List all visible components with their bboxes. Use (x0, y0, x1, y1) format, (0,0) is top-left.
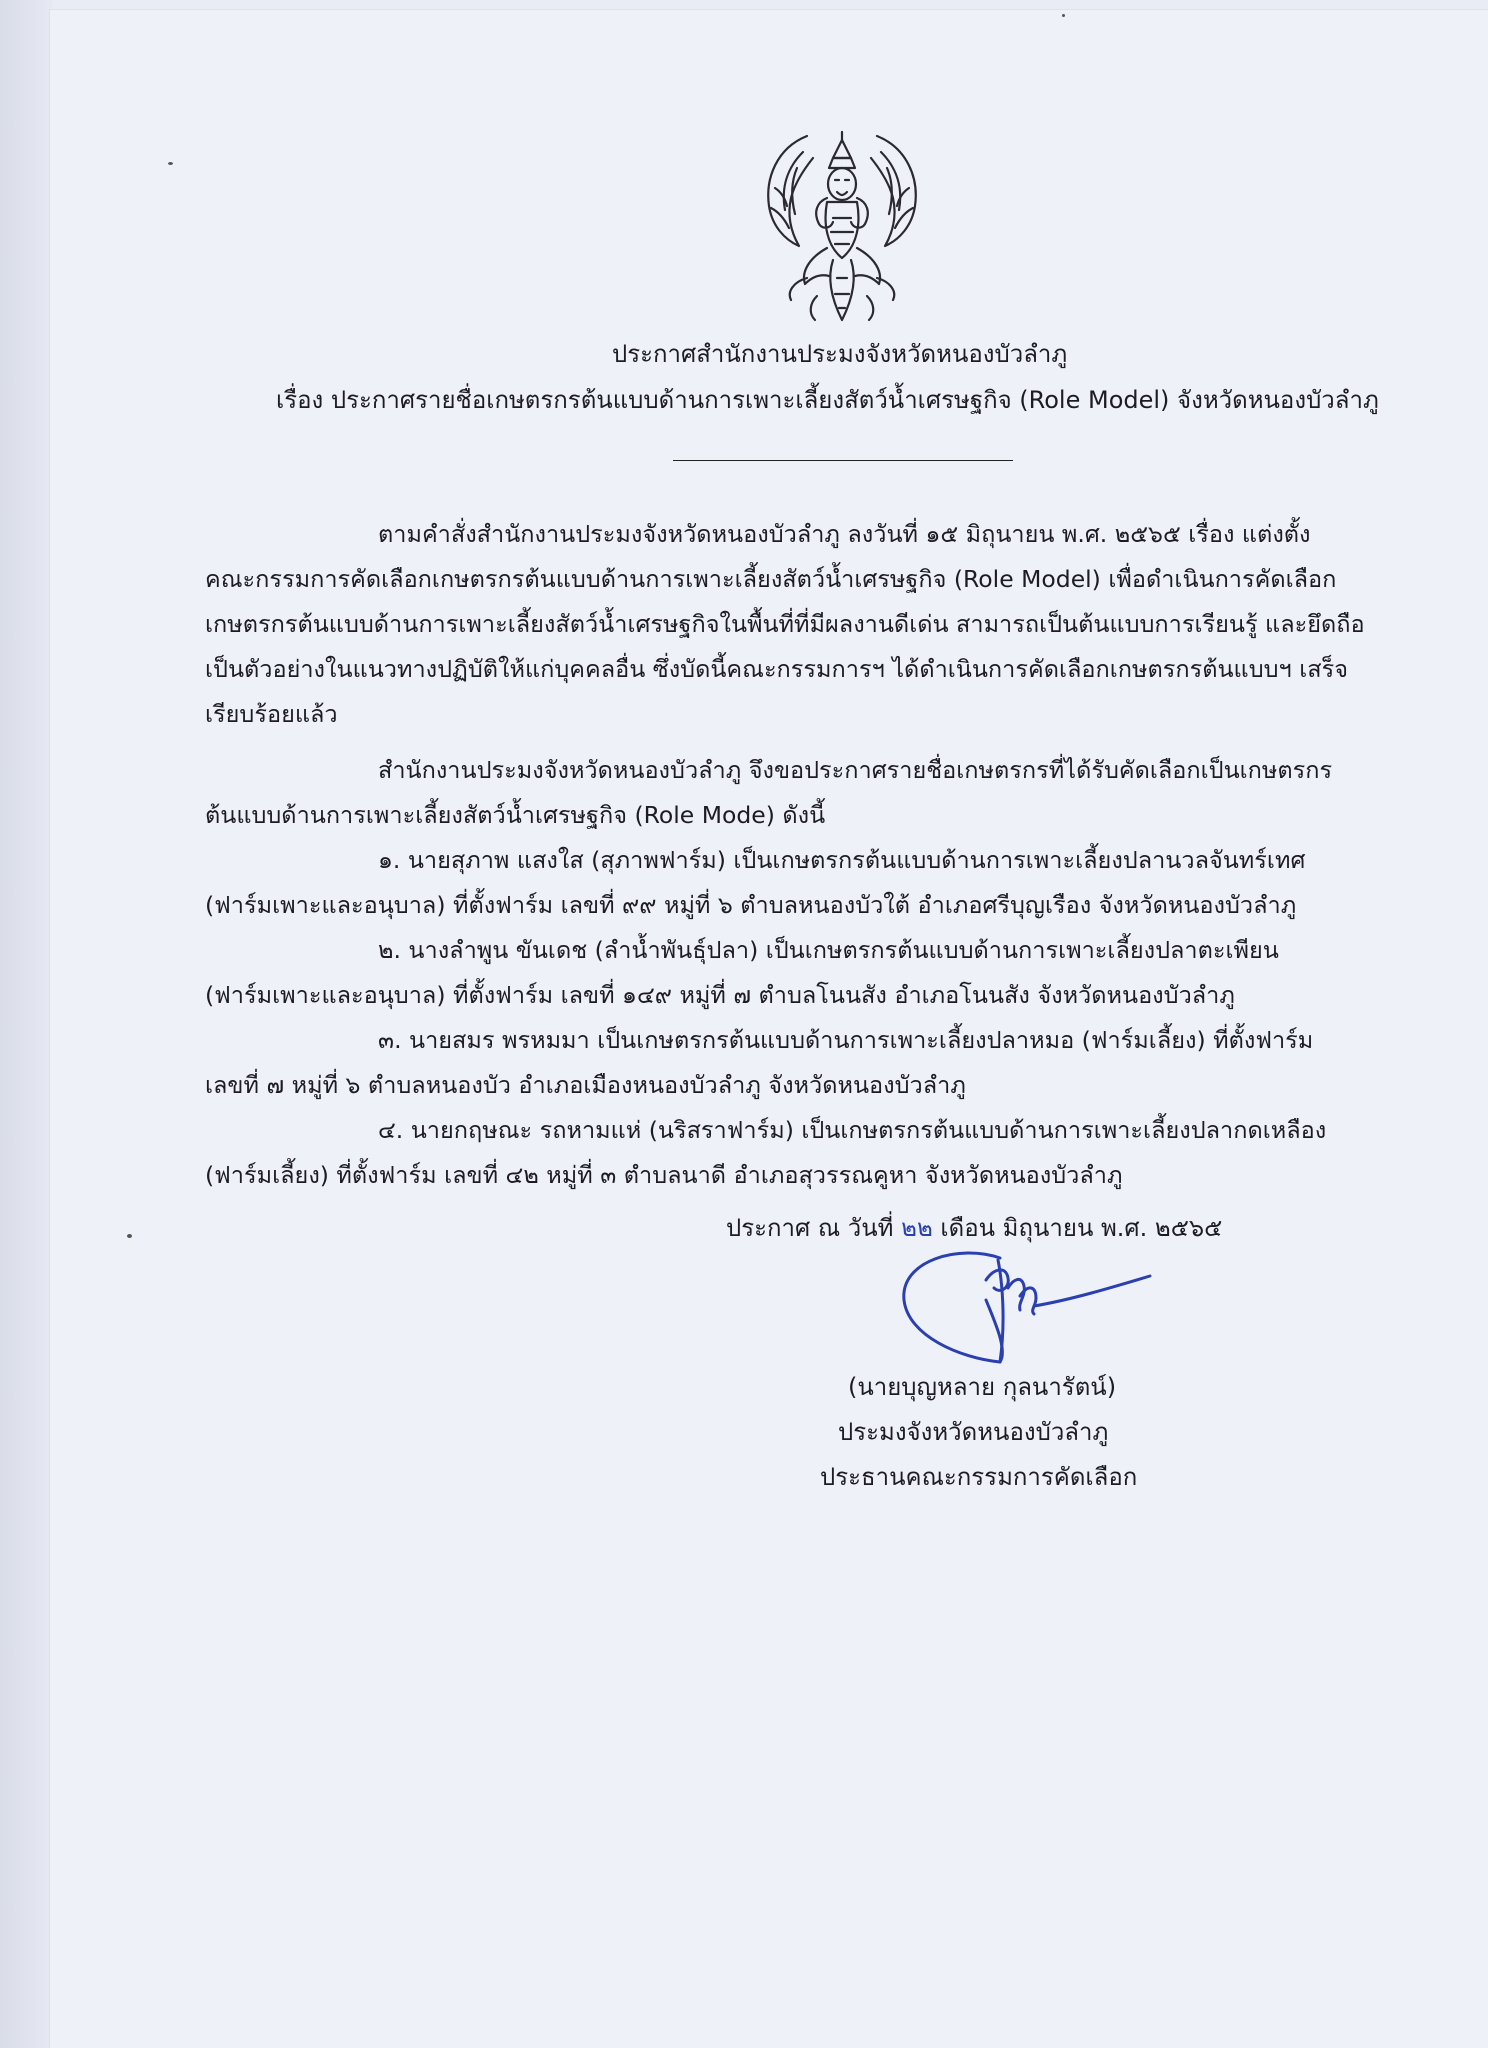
scan-edge (0, 0, 52, 2048)
title-divider (673, 460, 1013, 461)
handwritten-day: ๒๒ (901, 1214, 933, 1242)
para1-line: เป็นตัวอย่างในแนวทางปฏิบัติให้แก่บุคคลอื่น ซึ่งบัดนี้คณะกรรมการฯ ได้ดำเนินการคัดเลือกเกษตรกรต้นแบบฯ เสร็จ (205, 655, 1348, 683)
list-item-line: ๓. นายสมร พรหมมา เป็นเกษตรกรต้นแบบด้านการเพาะเลี้ยงปลาหมอ (ฟาร์มเลี้ยง) ที่ตั้งฟาร์ม (378, 1026, 1314, 1054)
para1-line: เรียบร้อยแล้ว (205, 700, 338, 728)
list-item-line: (ฟาร์มเพาะและอนุบาล) ที่ตั้งฟาร์ม เลขที่ ๑๔๙ หมู่ที่ ๗ ตำบลโนนสัง อำเภอโนนสัง จังหวัดหนองบัวลำภู (205, 981, 1235, 1009)
list-item-line: (ฟาร์มเพาะและอนุบาล) ที่ตั้งฟาร์ม เลขที่ ๙๙ หมู่ที่ ๖ ตำบลหนองบัวใต้ อำเภอศรีบุญเรือง จังหวัดหนองบัวลำภู (205, 891, 1297, 919)
date-month-year: เดือน มิถุนายน พ.ศ. ๒๕๖๕ (940, 1214, 1223, 1242)
announcement-title: ประกาศสำนักงานประมงจังหวัดหนองบัวลำภู (612, 340, 1068, 368)
scan-speck (1062, 14, 1065, 17)
scan-speck (127, 1234, 132, 1238)
list-item-line: (ฟาร์มเลี้ยง) ที่ตั้งฟาร์ม เลขที่ ๔๒ หมู่ที่ ๓ ตำบลนาดี อำเภอสุวรรณคูหา จังหวัดหนองบัวลำภู (205, 1161, 1123, 1189)
garuda-emblem-icon (747, 128, 937, 328)
signature-icon (890, 1240, 1160, 1375)
para2-line: สำนักงานประมงจังหวัดหนองบัวลำภู จึงขอประกาศรายชื่อเกษตรกรที่ได้รับคัดเลือกเป็นเกษตรกร (378, 756, 1333, 784)
scan-speck (168, 162, 173, 165)
para2-line: ต้นแบบด้านการเพาะเลี้ยงสัตว์น้ำเศรษฐกิจ (Role Mode) ดังนี้ (205, 801, 826, 829)
para1-line: เกษตรกรต้นแบบด้านการเพาะเลี้ยงสัตว์น้ำเศรษฐกิจในพื้นที่ที่มีผลงานดีเด่น สามารถเป็นต้นแบบการเรียนรู้ และยึดถือ (205, 610, 1365, 638)
signatory-committee-role: ประธานคณะกรรมการคัดเลือก (820, 1463, 1138, 1491)
list-item-line: ๑. นายสุภาพ แสงใส (สุภาพฟาร์ม) เป็นเกษตรกรต้นแบบด้านการเพาะเลี้ยงปลานวลจันทร์เทศ (378, 846, 1306, 874)
para1-line: ตามคำสั่งสำนักงานประมงจังหวัดหนองบัวลำภู ลงวันที่ ๑๕ มิถุนายน พ.ศ. ๒๕๖๕ เรื่อง แต่งตั้ง (378, 520, 1311, 548)
signatory-name: (นายบุญหลาย กุลนารัตน์) (848, 1373, 1117, 1401)
list-item-line: เลขที่ ๗ หมู่ที่ ๖ ตำบลหนองบัว อำเภอเมืองหนองบัวลำภู จังหวัดหนองบัวลำภู (205, 1071, 966, 1099)
para1-line: คณะกรรมการคัดเลือกเกษตรกรต้นแบบด้านการเพาะเลี้ยงสัตว์น้ำเศรษฐกิจ (Role Model) เพื่อดำเนินการคัดเลือก (205, 565, 1337, 593)
signatory-position: ประมงจังหวัดหนองบัวลำภู (838, 1418, 1109, 1446)
list-item-line: ๔. นายกฤษณะ รถหามแห่ (นริสราฟาร์ม) เป็นเกษตรกรต้นแบบด้านการเพาะเลี้ยงปลากดเหลือง (378, 1116, 1327, 1144)
list-item-line: ๒. นางลำพูน ขันเดช (ลำน้ำพันธุ์ปลา) เป็นเกษตรกรต้นแบบด้านการเพาะเลี้ยงปลาตะเพียน (378, 936, 1279, 964)
date-prefix: ประกาศ ณ วันที่ (726, 1214, 894, 1242)
announcement-subject: เรื่อง ประกาศรายชื่อเกษตรกรต้นแบบด้านการเพาะเลี้ยงสัตว์น้ำเศรษฐกิจ (Role Model) จังหวัดหนองบัวลำภู (276, 386, 1379, 414)
